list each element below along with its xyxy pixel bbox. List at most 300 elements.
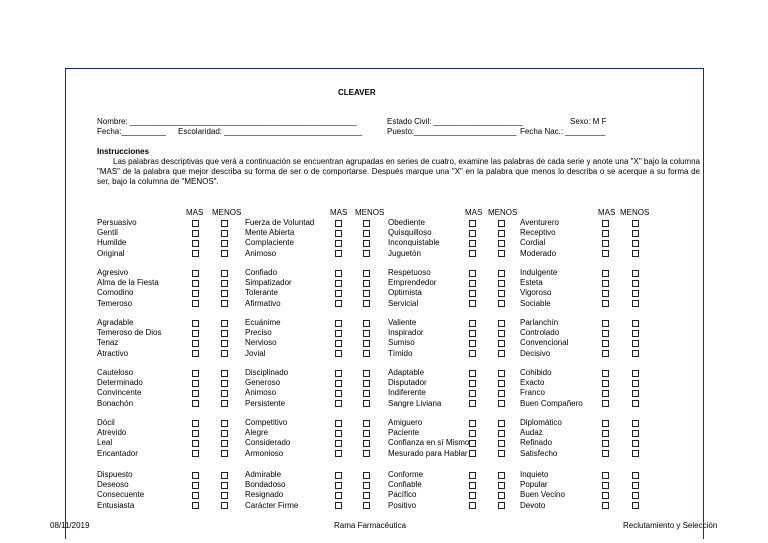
- mas-checkbox[interactable]: [335, 350, 342, 357]
- menos-checkbox[interactable]: [363, 430, 370, 437]
- mas-checkbox[interactable]: [192, 230, 199, 237]
- menos-checkbox[interactable]: [363, 390, 370, 397]
- menos-checkbox[interactable]: [632, 230, 639, 237]
- mas-checkbox[interactable]: [469, 220, 476, 227]
- mas-checkbox[interactable]: [469, 380, 476, 387]
- mas-checkbox[interactable]: [602, 390, 609, 397]
- word-label: Positivo: [388, 500, 417, 510]
- mas-checkbox[interactable]: [192, 250, 199, 257]
- menos-checkbox[interactable]: [498, 270, 505, 277]
- menos-checkbox[interactable]: [632, 472, 639, 479]
- mas-checkbox[interactable]: [469, 320, 476, 327]
- footer-right: Reclutamiento y Selección: [623, 521, 718, 530]
- word-label: Dispuesto: [97, 470, 133, 479]
- word-label: Exacto: [520, 378, 545, 388]
- menos-checkbox[interactable]: [221, 492, 228, 499]
- mas-checkbox[interactable]: [469, 300, 476, 307]
- menos-checkbox[interactable]: [632, 320, 639, 327]
- puesto-field[interactable]: Puesto:_______________________: [387, 127, 517, 136]
- menos-checkbox[interactable]: [498, 280, 505, 287]
- menos-checkbox[interactable]: [363, 450, 370, 457]
- mas-checkbox[interactable]: [602, 220, 609, 227]
- menos-checkbox[interactable]: [632, 420, 639, 427]
- word-label: Entusiasta: [97, 500, 135, 510]
- mas-checkbox[interactable]: [469, 430, 476, 437]
- mas-checkbox[interactable]: [602, 230, 609, 237]
- word-label: Pacífico: [388, 490, 417, 500]
- mas-column-header: MAS: [598, 208, 616, 217]
- word-label: Ecuánime: [245, 318, 281, 327]
- mas-checkbox[interactable]: [602, 370, 609, 377]
- menos-checkbox[interactable]: [363, 250, 370, 257]
- word-label: Gentil: [97, 228, 118, 238]
- mas-checkbox[interactable]: [602, 472, 609, 479]
- menos-checkbox[interactable]: [363, 300, 370, 307]
- word-label: Convincente: [97, 388, 142, 398]
- mas-checkbox[interactable]: [192, 472, 199, 479]
- mas-checkbox[interactable]: [192, 390, 199, 397]
- word-label: Tolerante: [245, 288, 278, 298]
- mas-checkbox[interactable]: [469, 290, 476, 297]
- menos-checkbox[interactable]: [221, 400, 228, 407]
- word-label: Conforme: [388, 470, 424, 479]
- word-label: Comodino: [97, 288, 134, 298]
- mas-checkbox[interactable]: [192, 270, 199, 277]
- mas-checkbox[interactable]: [335, 502, 342, 509]
- word-label: Emprendedor: [388, 278, 437, 288]
- menos-column-header: MENOS: [355, 208, 385, 217]
- word-label: Admirable: [245, 470, 282, 479]
- word-label: Convencional: [520, 338, 569, 348]
- mas-checkbox[interactable]: [335, 230, 342, 237]
- word-label: Diplomático: [520, 418, 562, 427]
- mas-checkbox[interactable]: [469, 440, 476, 447]
- word-label: Mesurado para Hablar: [388, 448, 468, 458]
- word-label: Inspirador: [388, 328, 424, 338]
- menos-checkbox[interactable]: [221, 280, 228, 287]
- word-label: Esteta: [520, 278, 543, 288]
- mas-checkbox[interactable]: [602, 290, 609, 297]
- mas-checkbox[interactable]: [602, 450, 609, 457]
- word-label: Animoso: [245, 388, 277, 398]
- menos-checkbox[interactable]: [363, 290, 370, 297]
- menos-checkbox[interactable]: [632, 440, 639, 447]
- fecha-field[interactable]: Fecha:__________: [97, 127, 166, 136]
- mas-column-header: MAS: [330, 208, 348, 217]
- menos-checkbox[interactable]: [221, 270, 228, 277]
- menos-checkbox[interactable]: [632, 390, 639, 397]
- mas-checkbox[interactable]: [602, 430, 609, 437]
- menos-column-header: MENOS: [620, 208, 650, 217]
- mas-checkbox[interactable]: [192, 440, 199, 447]
- mas-checkbox[interactable]: [192, 330, 199, 337]
- word-label: Inconquistable: [388, 238, 440, 248]
- menos-checkbox[interactable]: [221, 340, 228, 347]
- menos-checkbox[interactable]: [363, 370, 370, 377]
- menos-checkbox[interactable]: [221, 250, 228, 257]
- menos-checkbox[interactable]: [363, 440, 370, 447]
- mas-checkbox[interactable]: [469, 370, 476, 377]
- menos-checkbox[interactable]: [498, 380, 505, 387]
- menos-checkbox[interactable]: [498, 240, 505, 247]
- mas-checkbox[interactable]: [335, 290, 342, 297]
- fecha-nac-field[interactable]: Fecha Nac.: _________: [520, 127, 606, 136]
- mas-checkbox[interactable]: [192, 340, 199, 347]
- word-label: Receptivo: [520, 228, 556, 238]
- instructions-text: Las palabras descriptivas que verá a continuación se encuentran agrupadas en series de cuatro, examine las palabras de cada serie y anote una "X" bajo la columna "MAS" de la palabra que mejor describa su forma de ser o de comportarse. Después marque una "X" en la palabra que menos lo describa o se acerque a su forma de ser, bajo la columna de "MENOS".: [97, 157, 700, 186]
- word-label: Complaciente: [245, 238, 294, 248]
- mas-checkbox[interactable]: [469, 482, 476, 489]
- menos-checkbox[interactable]: [632, 250, 639, 257]
- menos-checkbox[interactable]: [363, 340, 370, 347]
- word-label: Disciplinado: [245, 368, 289, 377]
- word-label: Resignado: [245, 490, 284, 500]
- word-label: Carácter Firme: [245, 500, 299, 510]
- word-label: Quisquilloso: [388, 228, 432, 238]
- mas-checkbox[interactable]: [335, 250, 342, 257]
- menos-checkbox[interactable]: [498, 450, 505, 457]
- menos-checkbox[interactable]: [363, 240, 370, 247]
- mas-checkbox[interactable]: [469, 230, 476, 237]
- menos-checkbox[interactable]: [498, 502, 505, 509]
- mas-checkbox[interactable]: [335, 220, 342, 227]
- mas-checkbox[interactable]: [192, 380, 199, 387]
- mas-checkbox[interactable]: [602, 420, 609, 427]
- menos-checkbox[interactable]: [632, 290, 639, 297]
- word-label: Original: [97, 248, 125, 258]
- mas-checkbox[interactable]: [192, 300, 199, 307]
- word-label: Amiguero: [388, 418, 423, 427]
- mas-checkbox[interactable]: [192, 320, 199, 327]
- menos-checkbox[interactable]: [498, 330, 505, 337]
- word-label: Disputador: [388, 378, 427, 388]
- menos-checkbox[interactable]: [363, 350, 370, 357]
- mas-checkbox[interactable]: [192, 482, 199, 489]
- menos-checkbox[interactable]: [632, 502, 639, 509]
- menos-checkbox[interactable]: [498, 390, 505, 397]
- menos-checkbox[interactable]: [221, 290, 228, 297]
- word-label: Leal: [97, 438, 113, 448]
- mas-checkbox[interactable]: [602, 492, 609, 499]
- mas-checkbox[interactable]: [192, 370, 199, 377]
- mas-checkbox[interactable]: [469, 350, 476, 357]
- word-label: Simpatizador: [245, 278, 292, 288]
- mas-checkbox[interactable]: [335, 492, 342, 499]
- mas-checkbox[interactable]: [602, 240, 609, 247]
- word-label: Valiente: [388, 318, 417, 327]
- mas-checkbox[interactable]: [602, 380, 609, 387]
- mas-checkbox[interactable]: [192, 350, 199, 357]
- word-label: Agradable: [97, 318, 134, 327]
- escolaridad-field[interactable]: Escolaridad: _______________________________: [178, 127, 363, 136]
- word-label: Servicial: [388, 298, 419, 308]
- menos-checkbox[interactable]: [221, 502, 228, 509]
- mas-checkbox[interactable]: [602, 502, 609, 509]
- word-label: Generoso: [245, 378, 281, 388]
- word-label: Indulgente: [520, 268, 558, 277]
- menos-checkbox[interactable]: [363, 230, 370, 237]
- word-label: Mente Abierta: [245, 228, 295, 238]
- menos-checkbox[interactable]: [363, 380, 370, 387]
- menos-checkbox[interactable]: [363, 220, 370, 227]
- menos-checkbox[interactable]: [498, 472, 505, 479]
- word-label: Buen Vecino: [520, 490, 565, 500]
- footer-date: 08/11/2019: [50, 521, 90, 530]
- menos-checkbox[interactable]: [221, 472, 228, 479]
- menos-checkbox[interactable]: [221, 380, 228, 387]
- menos-checkbox[interactable]: [221, 350, 228, 357]
- menos-checkbox[interactable]: [363, 270, 370, 277]
- menos-checkbox[interactable]: [221, 370, 228, 377]
- word-label: Tenaz: [97, 338, 119, 348]
- mas-column-header: MAS: [465, 208, 483, 217]
- word-label: Confiado: [245, 268, 278, 277]
- mas-checkbox[interactable]: [469, 270, 476, 277]
- word-label: Audaz: [520, 428, 543, 438]
- word-label: Encantador: [97, 448, 138, 458]
- menos-checkbox[interactable]: [363, 420, 370, 427]
- menos-checkbox[interactable]: [221, 300, 228, 307]
- menos-checkbox[interactable]: [632, 430, 639, 437]
- word-label: Nervioso: [245, 338, 277, 348]
- word-label: Bonachón: [97, 398, 134, 408]
- menos-checkbox[interactable]: [363, 400, 370, 407]
- mas-checkbox[interactable]: [469, 390, 476, 397]
- mas-checkbox[interactable]: [602, 300, 609, 307]
- word-label: Confiable: [388, 480, 422, 490]
- word-label: Cohibido: [520, 368, 552, 377]
- mas-checkbox[interactable]: [469, 280, 476, 287]
- menos-checkbox[interactable]: [363, 502, 370, 509]
- mas-checkbox[interactable]: [335, 320, 342, 327]
- menos-checkbox[interactable]: [498, 320, 505, 327]
- menos-checkbox[interactable]: [498, 290, 505, 297]
- mas-checkbox[interactable]: [469, 330, 476, 337]
- menos-checkbox[interactable]: [221, 240, 228, 247]
- mas-checkbox[interactable]: [192, 420, 199, 427]
- nombre-field[interactable]: Nombre: ___________________________________________________: [97, 117, 357, 126]
- menos-checkbox[interactable]: [498, 440, 505, 447]
- menos-checkbox[interactable]: [221, 230, 228, 237]
- mas-checkbox[interactable]: [335, 472, 342, 479]
- sexo-field[interactable]: Sexo: M F: [570, 117, 607, 126]
- word-label: Vigoroso: [520, 288, 552, 298]
- mas-checkbox[interactable]: [192, 492, 199, 499]
- mas-checkbox[interactable]: [335, 370, 342, 377]
- menos-checkbox[interactable]: [632, 380, 639, 387]
- menos-checkbox[interactable]: [498, 492, 505, 499]
- word-label: Alegre: [245, 428, 269, 438]
- word-label: Cauteloso: [97, 368, 134, 377]
- mas-checkbox[interactable]: [469, 472, 476, 479]
- menos-checkbox[interactable]: [632, 270, 639, 277]
- menos-checkbox[interactable]: [498, 482, 505, 489]
- form-title: CLEAVER: [338, 88, 376, 97]
- word-label: Considerado: [245, 438, 291, 448]
- menos-checkbox[interactable]: [498, 350, 505, 357]
- menos-checkbox[interactable]: [363, 330, 370, 337]
- mas-checkbox[interactable]: [335, 440, 342, 447]
- word-label: Persuasivo: [97, 218, 137, 227]
- word-label: Franco: [520, 388, 545, 398]
- footer-center: Rama Farmacéutica: [334, 521, 407, 530]
- menos-checkbox[interactable]: [363, 280, 370, 287]
- word-label: Tímido: [388, 348, 413, 358]
- menos-checkbox[interactable]: [632, 300, 639, 307]
- mas-checkbox[interactable]: [335, 430, 342, 437]
- mas-checkbox[interactable]: [469, 240, 476, 247]
- menos-checkbox[interactable]: [498, 340, 505, 347]
- menos-checkbox[interactable]: [221, 450, 228, 457]
- menos-checkbox[interactable]: [632, 330, 639, 337]
- menos-checkbox[interactable]: [632, 350, 639, 357]
- menos-checkbox[interactable]: [632, 492, 639, 499]
- mas-checkbox[interactable]: [192, 450, 199, 457]
- menos-checkbox[interactable]: [498, 370, 505, 377]
- mas-checkbox[interactable]: [469, 420, 476, 427]
- word-label: Armonioso: [245, 448, 284, 458]
- menos-checkbox[interactable]: [632, 400, 639, 407]
- word-label: Indiferente: [388, 388, 426, 398]
- word-label: Jovial: [245, 348, 266, 358]
- menos-checkbox[interactable]: [498, 300, 505, 307]
- menos-checkbox[interactable]: [221, 220, 228, 227]
- word-label: Atrevido: [97, 428, 127, 438]
- menos-checkbox[interactable]: [221, 320, 228, 327]
- mas-checkbox[interactable]: [469, 502, 476, 509]
- menos-column-header: MENOS: [212, 208, 242, 217]
- menos-checkbox[interactable]: [363, 482, 370, 489]
- menos-checkbox[interactable]: [221, 390, 228, 397]
- word-label: Devoto: [520, 500, 546, 510]
- mas-checkbox[interactable]: [192, 290, 199, 297]
- menos-checkbox[interactable]: [498, 420, 505, 427]
- mas-checkbox[interactable]: [335, 240, 342, 247]
- mas-checkbox[interactable]: [335, 420, 342, 427]
- word-label: Dócil: [97, 418, 115, 427]
- word-label: Sumiso: [388, 338, 415, 348]
- menos-checkbox[interactable]: [632, 220, 639, 227]
- mas-checkbox[interactable]: [469, 340, 476, 347]
- word-label: Afirmativo: [245, 298, 281, 308]
- word-label: Adaptable: [388, 368, 425, 377]
- menos-checkbox[interactable]: [221, 482, 228, 489]
- mas-checkbox[interactable]: [602, 440, 609, 447]
- mas-checkbox[interactable]: [335, 400, 342, 407]
- mas-checkbox[interactable]: [469, 450, 476, 457]
- menos-checkbox[interactable]: [498, 220, 505, 227]
- word-label: Deseoso: [97, 480, 129, 490]
- menos-column-header: MENOS: [488, 208, 518, 217]
- word-label: Temeroso de Dios: [97, 328, 162, 338]
- word-label: Popular: [520, 480, 548, 490]
- mas-checkbox[interactable]: [335, 280, 342, 287]
- mas-checkbox[interactable]: [192, 240, 199, 247]
- mas-checkbox[interactable]: [469, 400, 476, 407]
- word-label: Temeroso: [97, 298, 133, 308]
- mas-checkbox[interactable]: [335, 482, 342, 489]
- estado-civil-field[interactable]: Estado Civil: ____________________: [387, 117, 523, 126]
- mas-checkbox[interactable]: [335, 270, 342, 277]
- menos-checkbox[interactable]: [498, 430, 505, 437]
- instructions-heading: Instrucciones: [97, 147, 150, 156]
- mas-checkbox[interactable]: [192, 430, 199, 437]
- mas-checkbox[interactable]: [602, 350, 609, 357]
- instructions-text-block: [97, 157, 700, 187]
- word-label: Confianza en sí Mismo: [388, 438, 470, 448]
- menos-checkbox[interactable]: [221, 430, 228, 437]
- word-label: Respetuoso: [388, 268, 431, 277]
- menos-checkbox[interactable]: [363, 320, 370, 327]
- menos-checkbox[interactable]: [363, 492, 370, 499]
- word-label: Moderado: [520, 248, 557, 258]
- mas-checkbox[interactable]: [602, 330, 609, 337]
- mas-checkbox[interactable]: [192, 502, 199, 509]
- word-label: Atractivo: [97, 348, 129, 358]
- word-label: Animoso: [245, 248, 277, 258]
- menos-checkbox[interactable]: [221, 440, 228, 447]
- mas-checkbox[interactable]: [602, 250, 609, 257]
- menos-checkbox[interactable]: [498, 250, 505, 257]
- mas-checkbox[interactable]: [192, 400, 199, 407]
- menos-checkbox[interactable]: [632, 370, 639, 377]
- menos-checkbox[interactable]: [632, 340, 639, 347]
- word-label: Controlado: [520, 328, 560, 338]
- menos-checkbox[interactable]: [498, 400, 505, 407]
- word-label: Competitivo: [245, 418, 288, 427]
- mas-checkbox[interactable]: [335, 300, 342, 307]
- word-label: Satisfecho: [520, 448, 558, 458]
- menos-checkbox[interactable]: [632, 482, 639, 489]
- menos-checkbox[interactable]: [632, 450, 639, 457]
- menos-checkbox[interactable]: [632, 280, 639, 287]
- mas-checkbox[interactable]: [335, 340, 342, 347]
- word-label: Cordial: [520, 238, 546, 248]
- mas-checkbox[interactable]: [602, 320, 609, 327]
- mas-checkbox[interactable]: [335, 380, 342, 387]
- mas-checkbox[interactable]: [335, 450, 342, 457]
- mas-checkbox[interactable]: [469, 250, 476, 257]
- mas-checkbox[interactable]: [602, 270, 609, 277]
- word-label: Juguetón: [388, 248, 421, 258]
- word-label: Obediente: [388, 218, 425, 227]
- word-label: Refinado: [520, 438, 553, 448]
- mas-checkbox[interactable]: [602, 482, 609, 489]
- mas-checkbox[interactable]: [192, 220, 199, 227]
- word-label: Bondadoso: [245, 480, 286, 490]
- mas-checkbox[interactable]: [602, 400, 609, 407]
- word-label: Parlanchín: [520, 318, 559, 327]
- menos-checkbox[interactable]: [221, 330, 228, 337]
- mas-checkbox[interactable]: [602, 340, 609, 347]
- mas-checkbox[interactable]: [192, 280, 199, 287]
- word-label: Sociable: [520, 298, 551, 308]
- word-label: Aventurero: [520, 218, 559, 227]
- menos-checkbox[interactable]: [498, 230, 505, 237]
- mas-checkbox[interactable]: [469, 492, 476, 499]
- mas-checkbox[interactable]: [602, 280, 609, 287]
- word-label: Consecuente: [97, 490, 145, 500]
- word-label: Fuerza de Voluntad: [245, 218, 315, 227]
- word-label: Sangre Liviana: [388, 398, 442, 408]
- menos-checkbox[interactable]: [363, 472, 370, 479]
- mas-checkbox[interactable]: [335, 390, 342, 397]
- word-label: Persistente: [245, 398, 286, 408]
- word-label: Optimista: [388, 288, 422, 298]
- mas-checkbox[interactable]: [335, 330, 342, 337]
- menos-checkbox[interactable]: [632, 240, 639, 247]
- menos-checkbox[interactable]: [221, 420, 228, 427]
